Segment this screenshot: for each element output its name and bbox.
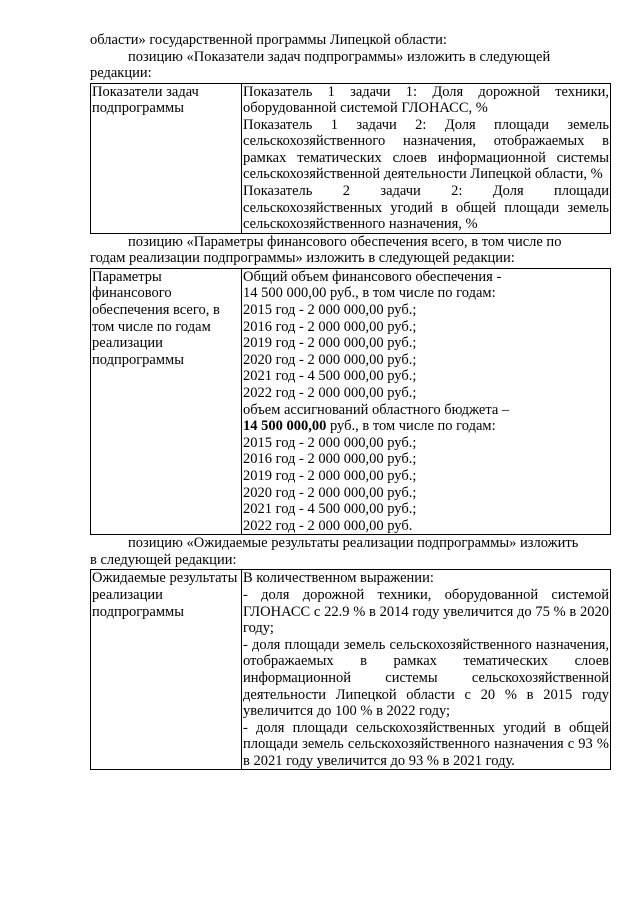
- financing-year-row: 2016 год - 2 000 000,00 руб.;: [243, 318, 417, 335]
- intro-line-1: области» государственной программы Липецкой области:: [90, 32, 447, 48]
- financing-year-row: 2015 год - 2 000 000,00 руб.;: [243, 302, 417, 319]
- section3-line-1: позицию «Ожидаемые результаты реализации подпрограммы» изложить: [128, 535, 579, 552]
- section2-line-1: позицию «Параметры финансового обеспечения всего, в том числе по: [128, 233, 562, 250]
- indicators-label-cell: Показатели задач подпрограммы: [91, 83, 242, 233]
- table-row: [91, 268, 611, 535]
- result-item: - доля площади земель сельскохозяйственного назначения, отображаемых в рамках тематических слоев информационной системы сельскохозяйственной деятельности Липецкой области с 20 % в 2015 году увеличится до 100 % в 2022 году;: [243, 636, 609, 720]
- intro-line-2: позицию «Показатели задач подпрограммы» изложить в следующей: [128, 48, 551, 65]
- results-table: [90, 569, 611, 770]
- regional-year-row: 2016 год - 2 000 000,00 руб.;: [243, 451, 417, 468]
- table-row: [91, 570, 611, 770]
- regional-year-row: 2022 год - 2 000 000,00 руб.: [243, 517, 413, 534]
- regional-year-row: 2015 год - 2 000 000,00 руб.;: [243, 434, 417, 451]
- document-page: [90, 32, 608, 770]
- regional-budget-label: объем ассигнований областного бюджета –: [243, 401, 510, 418]
- regional-year-row: 2021 год - 4 500 000,00 руб.;: [243, 501, 417, 518]
- financing-table: [90, 268, 611, 536]
- financing-value-cell: [242, 268, 611, 535]
- section2-line-2: годам реализации подпрограммы» изложить в следующей редакции:: [90, 250, 515, 267]
- regional-year-row: 2019 год - 2 000 000,00 руб.;: [243, 467, 417, 484]
- table-row: [91, 83, 611, 233]
- indicator-item: Показатель 2 задачи 2: Доля площади сельскохозяйственных угодий в общей площади земель сельскохозяйственного назначения, %: [243, 183, 609, 233]
- result-item: - доля дорожной техники, оборудованной системой ГЛОНАСС с 22.9 % в 2014 году увеличится до 75 % в 2020 году;: [243, 586, 609, 637]
- regional-amount-bold: 14 500 000,00: [243, 418, 327, 435]
- results-label-cell: Ожидаемые результаты реализации подпрограммы: [91, 570, 242, 770]
- financing-year-row: 2019 год - 2 000 000,00 руб.;: [243, 335, 417, 352]
- financing-total-amount: 14 500 000,00 руб., в том числе по годам:: [243, 285, 496, 302]
- indicator-item: Показатель 1 задачи 2: Доля площади земель сельскохозяйственного назначения, отображаемых в рамках тематических слоев информационной системы сельскохозяйственной деятельности Липецкой области, %: [243, 116, 609, 183]
- indicators-table: [90, 83, 611, 234]
- result-item: - доля площади сельскохозяйственных угодий в общей площади земель сельскохозяйственного назначения с 93 % в 2021 году увеличится до 93 % в 2021 году.: [243, 719, 609, 769]
- financing-year-row: 2021 год - 4 500 000,00 руб.;: [243, 368, 417, 385]
- regional-budget-amount: [243, 418, 609, 435]
- indicator-item: Показатель 1 задачи 1: Доля дорожной техники, оборудованной системой ГЛОНАСС, %: [243, 83, 609, 117]
- results-value-cell: [242, 570, 611, 770]
- financing-year-row: 2022 год - 2 000 000,00 руб.;: [243, 385, 417, 401]
- regional-amount-rest: руб., в том числе по годам:: [326, 418, 496, 435]
- financing-label-cell: Параметры финансового обеспечения всего, в том числе по годам реализации подпрограммы: [91, 268, 242, 535]
- intro-line-3: редакции:: [90, 65, 152, 81]
- regional-year-row: 2020 год - 2 000 000,00 руб.;: [243, 484, 417, 501]
- indicators-value-cell: [242, 83, 611, 233]
- financing-year-row: 2020 год - 2 000 000,00 руб.;: [243, 351, 417, 368]
- financing-total-label: Общий объем финансового обеспечения -: [243, 268, 502, 285]
- section3-line-2: в следующей редакции:: [90, 551, 237, 568]
- results-heading: В количественном выражении:: [243, 570, 434, 587]
